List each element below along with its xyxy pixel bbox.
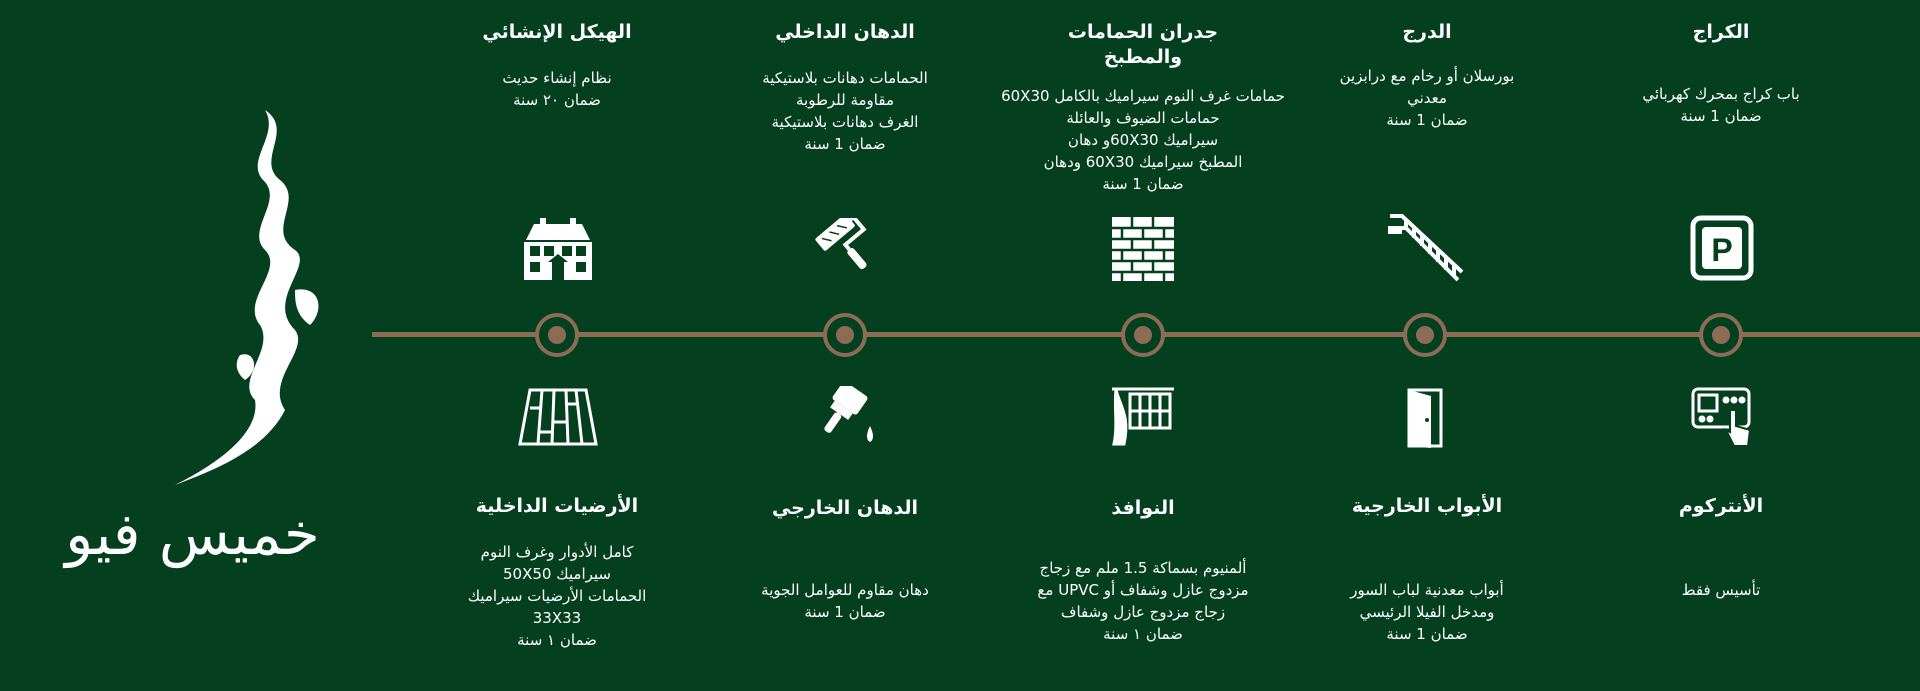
desc-line: الحمامات الأرضيات سيراميك bbox=[467, 587, 647, 605]
desc-line: بورسلان أو رخام مع درابزين bbox=[1339, 67, 1515, 85]
feature-bathroom-kitchen-walls bbox=[983, 20, 1303, 195]
feature-title: النوافذ bbox=[1111, 497, 1175, 519]
brick-wall-icon bbox=[1112, 217, 1174, 281]
timeline-node bbox=[1403, 313, 1447, 357]
paint-roller-icon bbox=[814, 218, 876, 280]
feature-description bbox=[685, 579, 1005, 623]
feature-stairs bbox=[1267, 20, 1587, 131]
desc-line: الحمامات دهانات بلاستيكية bbox=[762, 69, 928, 87]
desc-line: ضمان 1 سنة bbox=[1386, 625, 1468, 643]
desc-line: ضمان ١ سنة bbox=[517, 631, 597, 649]
desc-line: ضمان 1 سنة bbox=[804, 603, 886, 621]
feature-description bbox=[397, 541, 717, 651]
feature-title: الدهان الداخلي bbox=[775, 21, 915, 43]
desc-line: ضمان 1 سنة bbox=[1102, 175, 1184, 193]
desc-line: المطبخ سيراميك 60X30 ودهان bbox=[1043, 153, 1243, 171]
feature-description bbox=[1561, 83, 1881, 127]
brand-name: خميس فيو bbox=[65, 500, 320, 568]
desc-line: مزدوج عازل وشفاف أو UPVC مع bbox=[1037, 581, 1249, 599]
feature-description bbox=[1267, 65, 1587, 131]
parking-icon bbox=[1690, 215, 1754, 281]
desc-line: ضمان ١ سنة bbox=[1103, 625, 1183, 643]
desc-line: زجاج مزدوج عازل وشفاف bbox=[1060, 603, 1226, 621]
brand-logo bbox=[55, 100, 330, 580]
feature-intercom bbox=[1561, 494, 1881, 601]
feature-garage bbox=[1561, 20, 1881, 127]
timeline-node bbox=[535, 313, 579, 357]
feature-description bbox=[1267, 579, 1587, 645]
desc-line: الغرف دهانات بلاستيكية bbox=[771, 113, 919, 131]
feature-title: الدهان الخارجي bbox=[771, 497, 919, 519]
desc-line: سيراميك 50X50 bbox=[503, 565, 611, 583]
desc-line: حمامات الضيوف والعائلة bbox=[1066, 109, 1220, 127]
desc-line: ضمان 1 سنة bbox=[1386, 111, 1468, 129]
svg-text:P: P bbox=[1711, 232, 1733, 268]
desc-line: نظام إنشاء حديث bbox=[502, 69, 612, 87]
staircase-icon bbox=[1386, 212, 1466, 282]
feature-title: الهيكل الإنشائي bbox=[482, 21, 632, 43]
desc-line: كامل الأدوار وغرف النوم bbox=[480, 543, 634, 561]
desc-line: مقاومة للرطوبة bbox=[796, 91, 894, 109]
calligraphy-logo-icon bbox=[145, 100, 345, 490]
feature-description bbox=[397, 67, 717, 111]
feature-description bbox=[983, 557, 1303, 645]
feature-title: الأبواب الخارجية bbox=[1351, 495, 1503, 517]
house-icon bbox=[518, 218, 598, 282]
timeline-node bbox=[1699, 313, 1743, 357]
feature-windows bbox=[983, 496, 1303, 645]
wood-floor-icon bbox=[518, 388, 598, 446]
feature-structure bbox=[397, 20, 717, 111]
feature-title: الأنتركوم bbox=[1678, 495, 1764, 517]
feature-exterior-paint bbox=[685, 496, 1005, 623]
feature-title: الدرج bbox=[1402, 21, 1452, 43]
desc-line: دهان مقاوم للعوامل الجوية bbox=[761, 581, 929, 599]
feature-title: الأرضيات الداخلية bbox=[475, 495, 639, 517]
desc-line: ضمان 1 سنة bbox=[804, 135, 886, 153]
feature-description bbox=[685, 67, 1005, 155]
desc-line: ضمان ٢٠ سنة bbox=[513, 91, 601, 109]
feature-exterior-doors bbox=[1267, 494, 1587, 645]
feature-title: الكراج bbox=[1692, 21, 1750, 43]
desc-line: حمامات غرف النوم سيراميك بالكامل 60X30 bbox=[1001, 87, 1285, 105]
desc-line: معدني bbox=[1407, 89, 1447, 107]
timeline-node bbox=[1121, 313, 1165, 357]
feature-interior-floors bbox=[397, 494, 717, 651]
desc-line: سيراميك 60X30و دهان bbox=[1067, 131, 1219, 149]
desc-line: أبواب معدنية لباب السور bbox=[1350, 581, 1504, 599]
desc-line: ومدخل الفيلا الرئيسي bbox=[1359, 603, 1495, 621]
desc-line: ضمان 1 سنة bbox=[1680, 107, 1762, 125]
feature-description bbox=[1561, 579, 1881, 601]
desc-line: باب كراج بمحرك كهربائي bbox=[1642, 85, 1800, 103]
desc-line: 33X33 bbox=[532, 609, 582, 627]
desc-line: تأسيس فقط bbox=[1681, 581, 1761, 599]
feature-description bbox=[983, 85, 1303, 195]
intercom-icon bbox=[1690, 386, 1754, 448]
timeline-node bbox=[823, 313, 867, 357]
feature-interior-paint bbox=[685, 20, 1005, 155]
door-icon bbox=[1405, 388, 1445, 448]
window-icon bbox=[1112, 386, 1174, 446]
paint-brush-icon bbox=[814, 386, 880, 448]
feature-title: جدران الحمامات والمطبخ bbox=[1067, 21, 1219, 68]
desc-line: ألمنيوم بسماكة 1.5 ملم مع زجاج bbox=[1039, 559, 1247, 577]
